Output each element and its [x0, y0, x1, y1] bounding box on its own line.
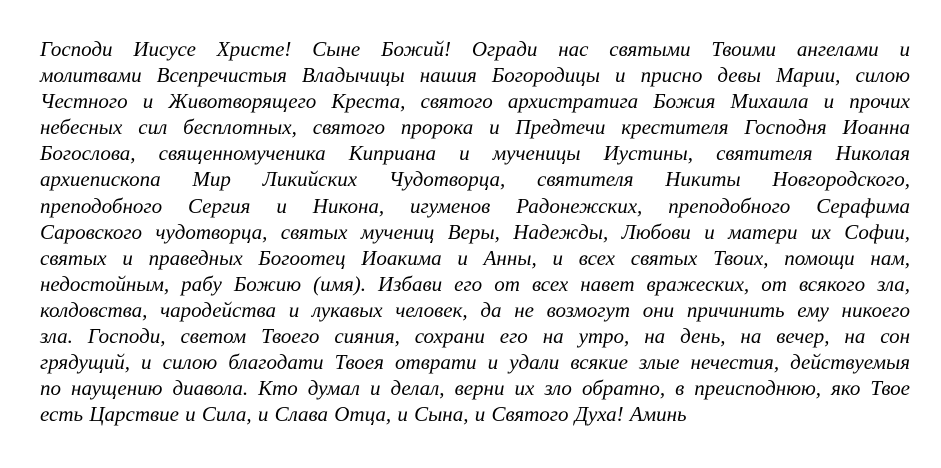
- text-line: святых и праведных Богоотец Иоакима и Анны, и всех святых Твоих, помощи нам,: [40, 245, 910, 270]
- text-line: грядущий, и силою благодати Твоея отврати и удали всякие злые нечестия, действуемыя: [40, 350, 910, 375]
- text-line: Богослова, священномученика Киприана и мученицы Иустины, святителя Николая: [40, 141, 910, 166]
- text-line: небесных сил бесплотных, святого пророка и Предтечи крестителя Господня Иоанна: [40, 115, 910, 140]
- text-line: Господи Иисусе Христе! Сыне Божий! Огради нас святыми Твоими ангелами и: [40, 37, 910, 61]
- text-line: молитвами Всепречистыя Владычицы нашия Богородицы и присно девы Марии, силою: [40, 63, 910, 88]
- text-line: Саровского чудотворца, святых мучениц Веры, Надежды, Любови и матери их Софии,: [40, 219, 910, 244]
- text-line: недостойным, рабу Божию (имя). Избави его от всех навет вражеских, от всякого зла,: [40, 271, 910, 296]
- text-line: зла. Господи, светом Твоего сияния, сохрани его на утро, на день, на вечер, на сон: [40, 324, 910, 349]
- text-line: преподобного Сергия и Никона, игуменов Радонежских, преподобного Серафима: [40, 193, 910, 218]
- text-line: есть Царствие и Сила, и Слава Отца, и Сына, и Святого Духа! Аминь: [40, 402, 687, 427]
- prayer-text: [40, 36, 910, 427]
- text-line: колдовства, чародейства и лукавых человек, да не возмогут они причинить ему никоего: [40, 297, 910, 322]
- text-line: Честного и Животворящего Креста, святого архистратига Божия Михаила и прочих: [40, 89, 910, 114]
- text-line: архиепископа Мир Ликийских Чудотворца, святителя Никиты Новгородского,: [40, 167, 910, 192]
- text-line: по наущению диавола. Кто думал и делал, верни их зло обратно, в преисподнюю, яко Твое: [40, 376, 910, 401]
